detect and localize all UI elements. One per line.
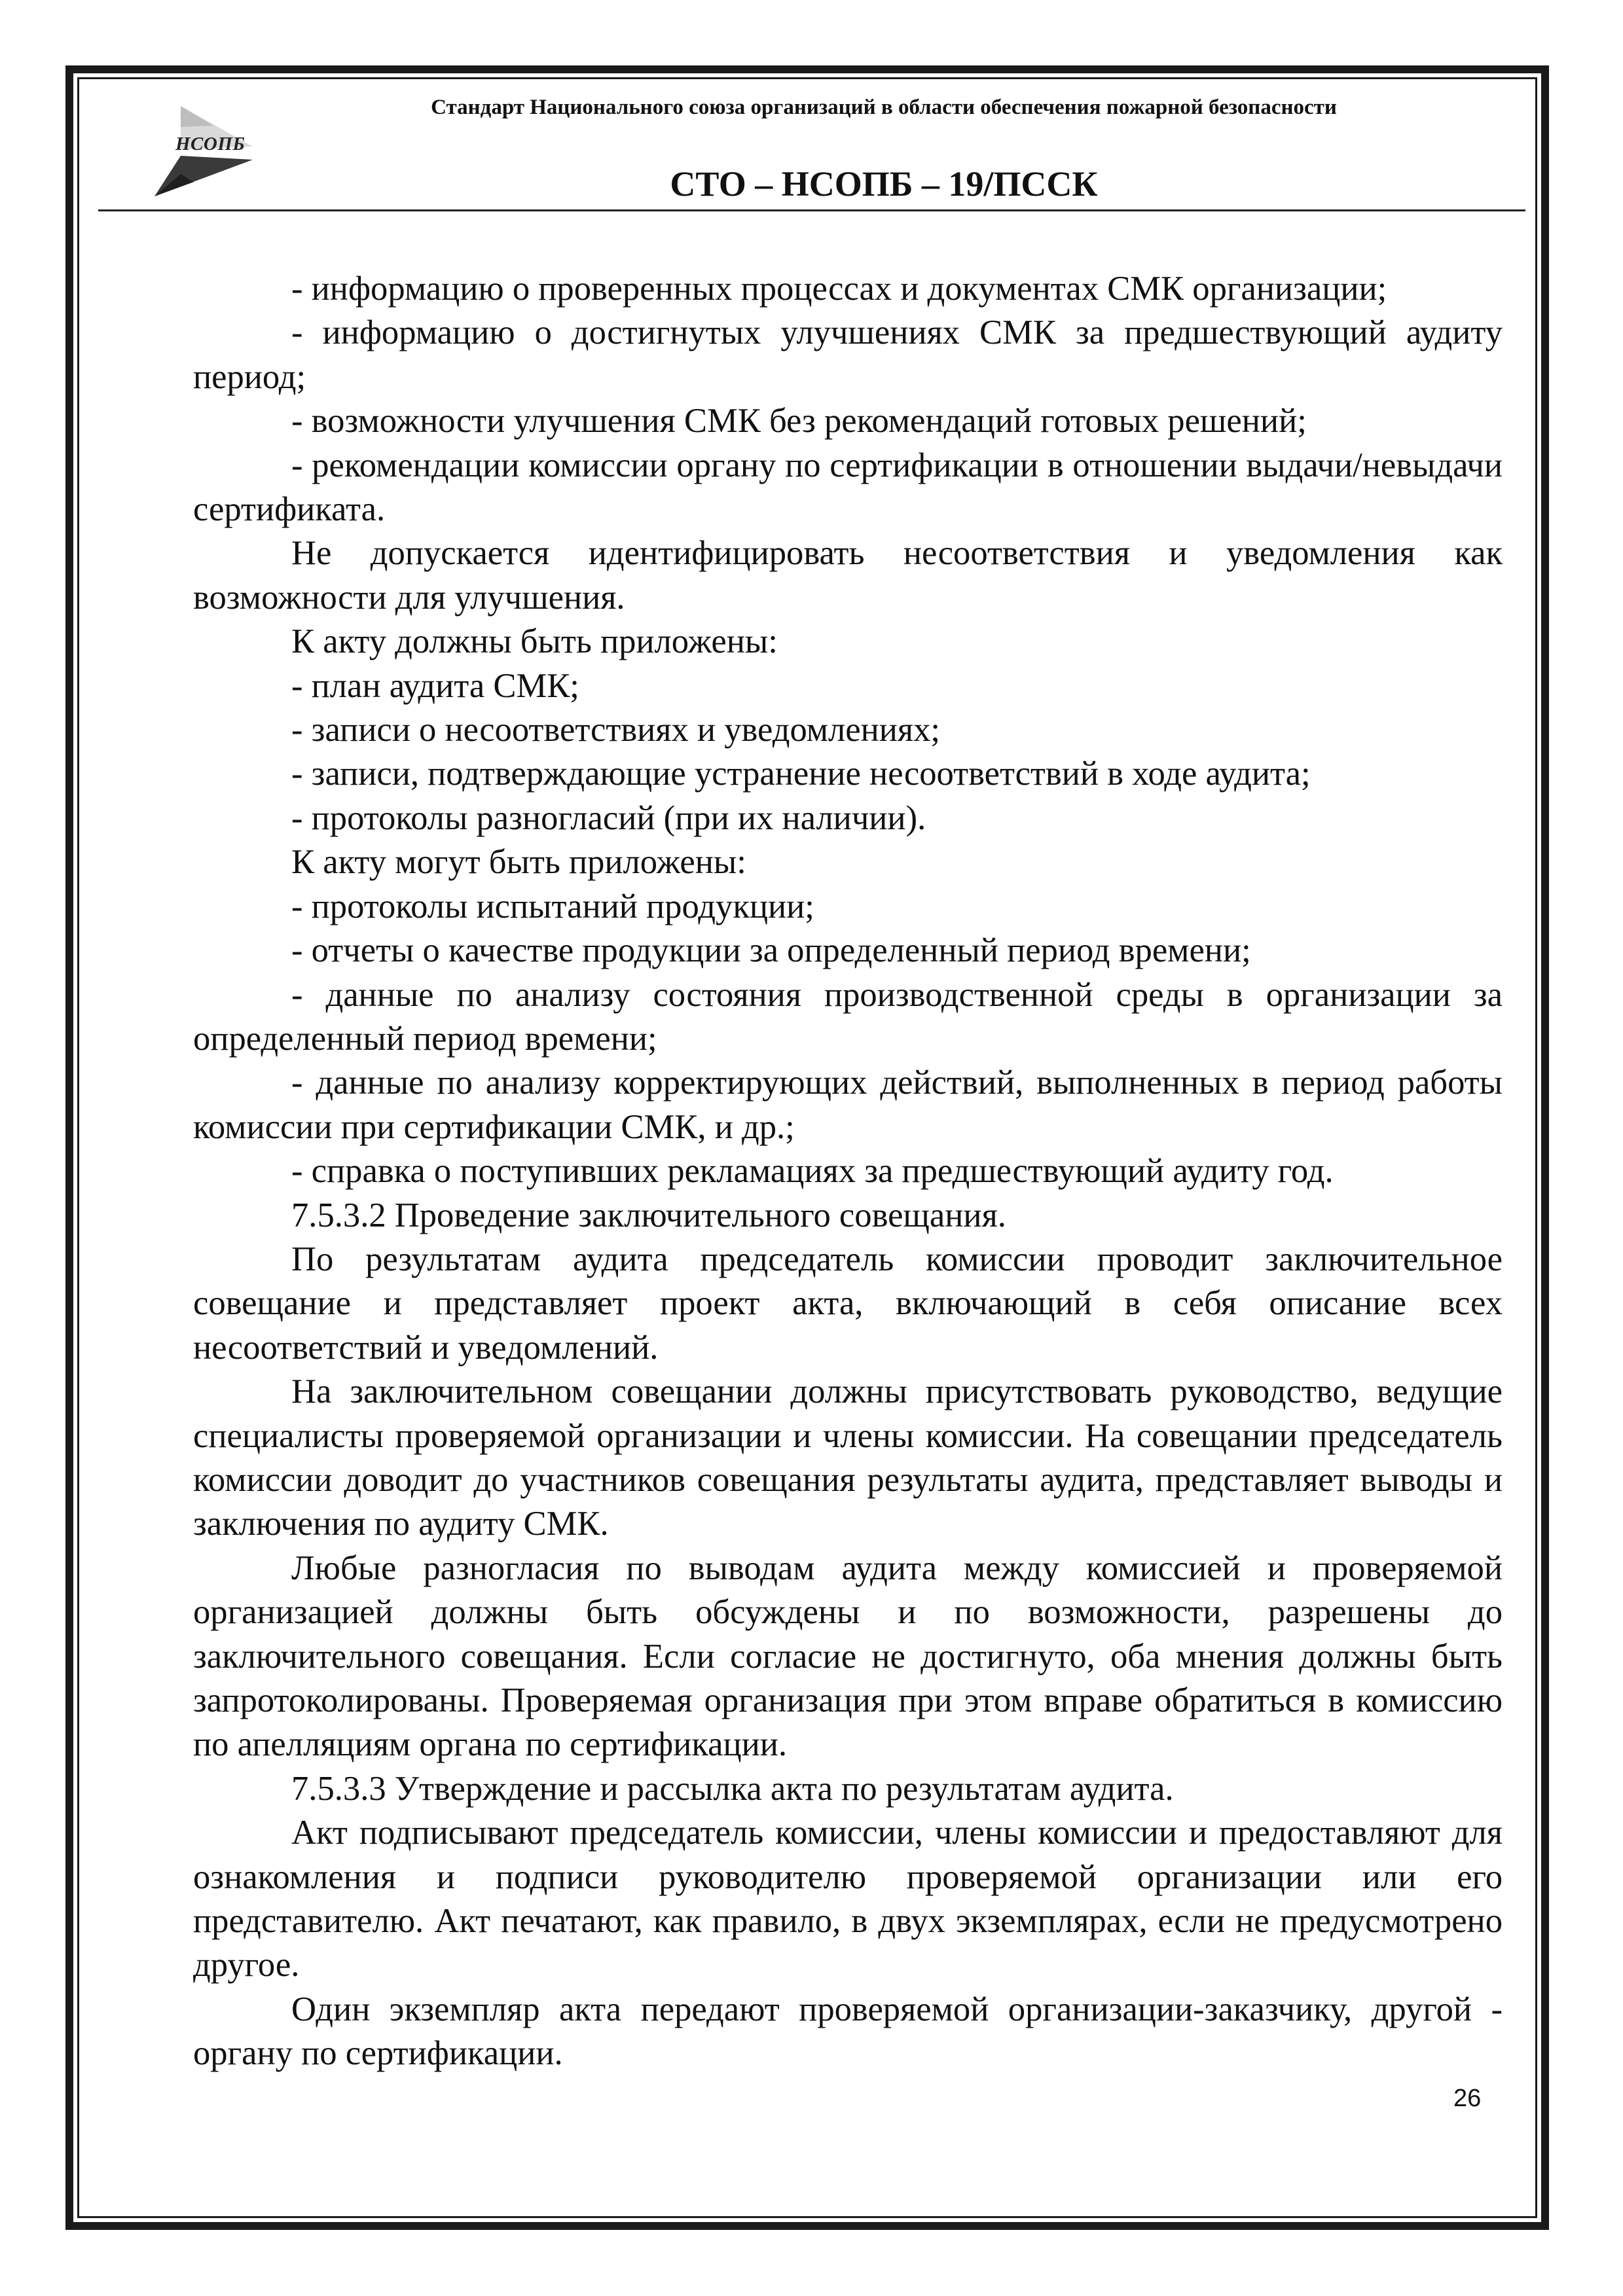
paragraph: - данные по анализу корректирующих действий, выполненных в период работы комиссии при сертификации СМК, и др.;: [193, 1064, 1503, 1146]
paragraph: На заключительном совещании должны присутствовать руководство, ведущие специалисты проверяемой организации и члены комиссии. На совещании председатель комиссии доводит до участников совещания результаты аудита, представляет выводы и заключения по аудиту СМК.: [193, 1372, 1503, 1543]
standard-code: СТО – НСОПБ – 19/ПССК: [670, 164, 1098, 204]
paragraph: - протоколы разногласий (при их наличии).: [291, 798, 926, 837]
paragraph: - рекомендации комиссии органу по сертификации в отношении выдачи/невыдачи сертификата.: [193, 446, 1503, 529]
paragraph: По результатам аудита председатель комиссии проводит заключительное совещание и представляет проект акта, включающий в себя описание всех несоответствий и уведомлений.: [193, 1240, 1503, 1367]
paragraph: Один экземпляр акта передают проверяемой организации-заказчику, другой - органу по сертификации.: [193, 1990, 1503, 2073]
paragraph: - информацию о проверенных процессах и документах СМК организации;: [291, 270, 1387, 308]
paragraph: - записи о несоответствиях и уведомлениях;: [291, 711, 941, 749]
paragraph: - протоколы испытаний продукции;: [291, 887, 814, 925]
paragraph: Акт подписывают председатель комиссии, члены комиссии и предоставляют для ознакомления и подписи руководителю проверяемой организации или его представителю. Акт печатают, как правило, в двух экземплярах, если не предусмотрено другое.: [193, 1814, 1503, 1984]
paragraph: - справка о поступивших рекламациях за предшествующий аудиту год.: [291, 1152, 1334, 1191]
paragraph: - возможности улучшения СМК без рекомендаций готовых решений;: [291, 402, 1307, 440]
organization-title: Стандарт Национального союза организаций в области обеспечения пожарной безопасности: [431, 96, 1337, 119]
paragraph: Любые разногласия по выводам аудита между комиссией и проверяемой организацией должны быть обсуждены и по возможности, разрешены до заключительного совещания. Если согласие не достигнуто, оба мнения должны быть запротоколированы. Проверяемая организация при этом вправе обратиться в комиссию по апелляциям органа по сертификации.: [193, 1549, 1503, 1764]
section-heading: 7.5.3.2 Проведение заключительного совещания.: [291, 1196, 1006, 1234]
paragraph: - отчеты о качестве продукции за определенный период времени;: [291, 931, 1251, 970]
paragraph: К акту могут быть приложены:: [291, 843, 746, 882]
paragraph: - записи, подтверждающие устранение несоответствий в ходе аудита;: [291, 755, 1311, 793]
paragraph: - план аудита СМК;: [291, 666, 579, 705]
paragraph: К акту должны быть приложены:: [291, 622, 778, 661]
section-heading: 7.5.3.3 Утверждение и рассылка акта по результатам аудита.: [291, 1769, 1174, 1808]
logo-text: НСОПБ: [175, 134, 246, 154]
document-body: [193, 267, 1503, 2076]
paragraph: - данные по анализу состояния производственной среды в организации за определенный период времени;: [193, 975, 1503, 1058]
paragraph: Не допускается идентифицировать несоответствия и уведомления как возможности для улучшения.: [193, 534, 1503, 617]
header-divider: [98, 209, 1525, 211]
page-number: 26: [1453, 2085, 1482, 2112]
paragraph: - информацию о достигнутых улучшениях СМК за предшествующий аудиту период;: [193, 314, 1503, 396]
